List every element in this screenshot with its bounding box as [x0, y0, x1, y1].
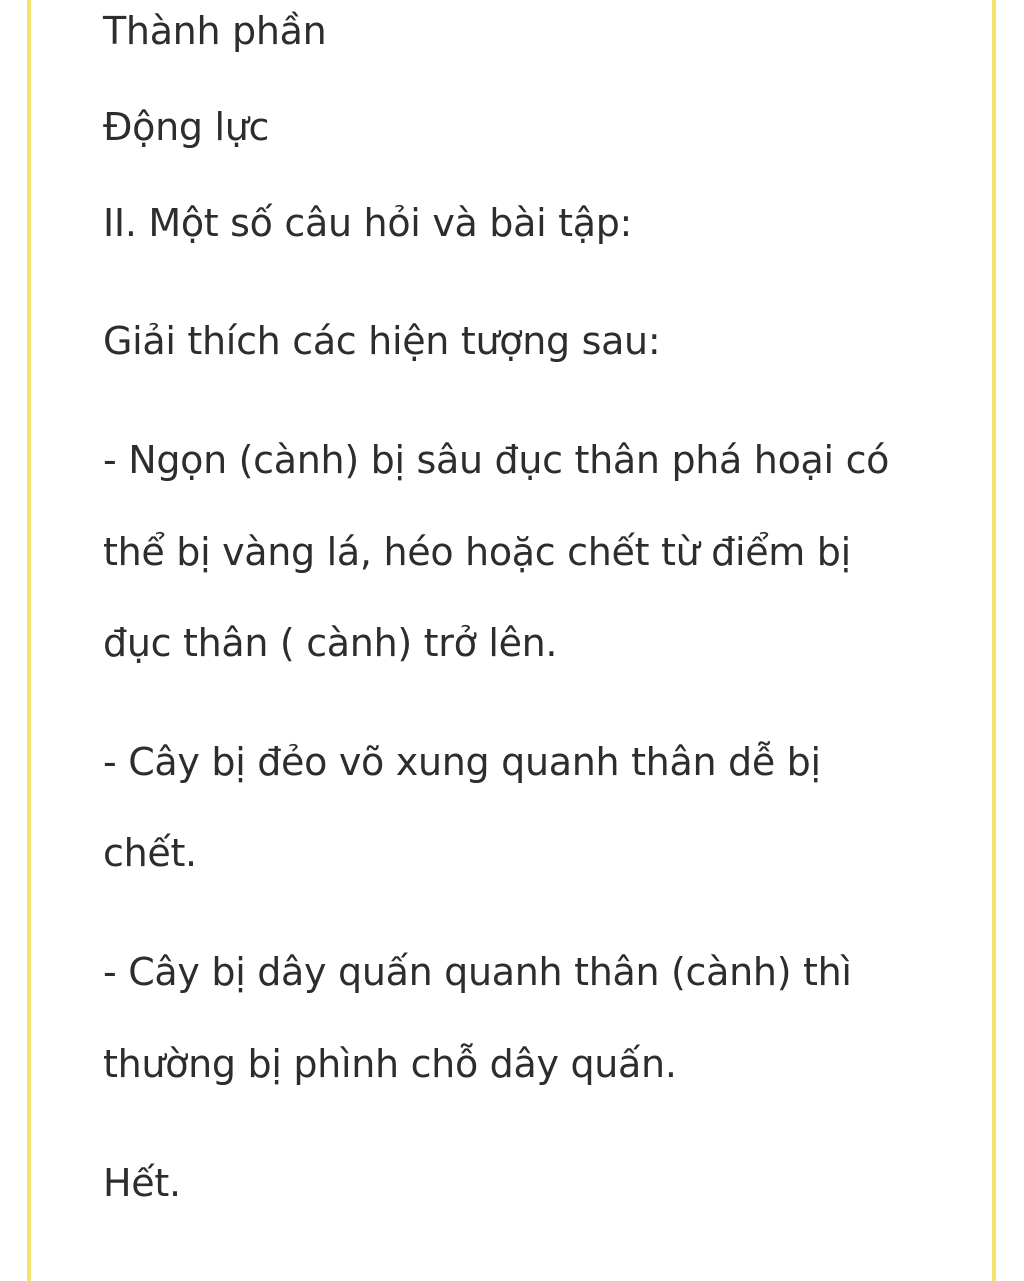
answer-3-line-1: - Cây bị dây quấn quanh thân (cành) thì: [103, 950, 852, 994]
answer-1-line-1: - Ngọn (cành) bị sâu đục thân phá hoại có: [103, 438, 890, 482]
text-line-dong-luc: Động lực: [103, 105, 270, 149]
section-heading: II. Một số câu hỏi và bài tập:: [103, 201, 633, 245]
answer-2-line-2: chết.: [103, 831, 197, 875]
answer-3-line-2: thường bị phình chỗ dây quấn.: [103, 1042, 677, 1086]
left-border: [27, 0, 31, 1281]
ending-text: Hết.: [103, 1161, 181, 1205]
answer-2-line-1: - Cây bị đẻo võ xung quanh thân dễ bị: [103, 740, 821, 784]
right-border: [992, 0, 996, 1281]
text-line-thanh-phan: Thành phần: [103, 9, 327, 53]
answer-1-line-2: thể bị vàng lá, héo hoặc chết từ điểm bị: [103, 530, 851, 574]
answer-1-line-3: đục thân ( cành) trở lên.: [103, 621, 558, 665]
question-prompt: Giải thích các hiện tượng sau:: [103, 319, 661, 363]
